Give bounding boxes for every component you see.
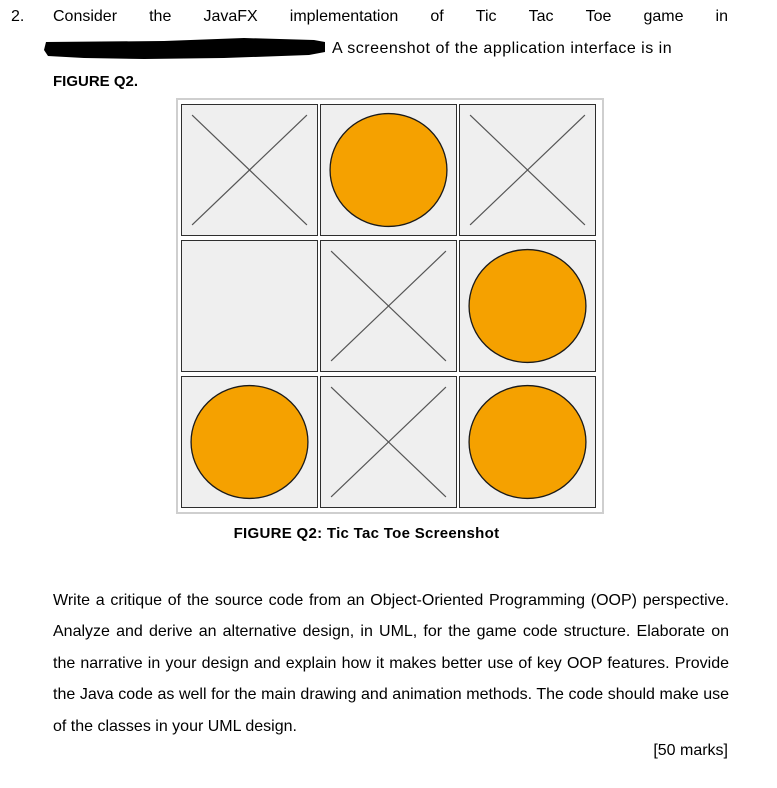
question-line-1-word: Tic: [475, 8, 497, 25]
o-mark-icon: [460, 377, 595, 507]
question-line-1-word: implementation: [289, 8, 399, 25]
question-line-1: [53, 8, 728, 26]
question-line-1-word: Tac: [528, 8, 554, 25]
question-line-1-word: Consider: [53, 8, 118, 25]
x-mark-icon: [460, 105, 595, 235]
board-cell-r3-c2[interactable]: [320, 376, 457, 508]
figure-caption: [0, 525, 777, 542]
o-mark-icon: [321, 105, 456, 235]
question-line-2: A screenshot of the application interface is in: [332, 40, 673, 57]
board-cell-r2-c2[interactable]: [320, 240, 457, 372]
board-cell-r3-c3[interactable]: [459, 376, 596, 508]
board-cell-r1-c3[interactable]: [459, 104, 596, 236]
question-line-1-word: the: [149, 8, 172, 25]
board-cell-r1-c1[interactable]: [181, 104, 318, 236]
figure-reference: FIGURE Q2.: [53, 73, 139, 90]
question-line-1-word: in: [715, 8, 728, 25]
board-cell-r2-c1[interactable]: [181, 240, 318, 372]
board-cell-r3-c1[interactable]: [181, 376, 318, 508]
x-mark-icon: [321, 377, 456, 507]
o-mark-icon: [182, 377, 317, 507]
board-cell-r1-c2[interactable]: [320, 104, 457, 236]
x-mark-icon: [321, 241, 456, 371]
o-mark-icon: [460, 241, 595, 371]
figure-caption-text: FIGURE Q2: Tic Tac Toe Screenshot: [233, 525, 500, 542]
tic-tac-toe-board: [176, 98, 604, 514]
question-number: 2.: [11, 8, 25, 25]
question-line-1-word: Toe: [585, 8, 612, 25]
question-line-1-word: JavaFX: [203, 8, 258, 25]
question-line-1-word: of: [430, 8, 444, 25]
x-mark-icon: [182, 105, 317, 235]
marks-label: [50 marks]: [653, 742, 728, 759]
board-cell-r2-c3[interactable]: [459, 240, 596, 372]
question-paragraph: Write a critique of the source code from an Object-Oriented Programming (OOP) perspective. Analyze and derive an alternative design, in UML, for the game code structure. Elaborate on the narrative in your design and explain how it makes better use of key OOP features. Provide the Java code as well for the main drawing and animation methods. The code should make use of the classes in your UML design.: [53, 592, 729, 735]
redaction-mark: [44, 36, 325, 60]
question-line-1-word: game: [643, 8, 684, 25]
